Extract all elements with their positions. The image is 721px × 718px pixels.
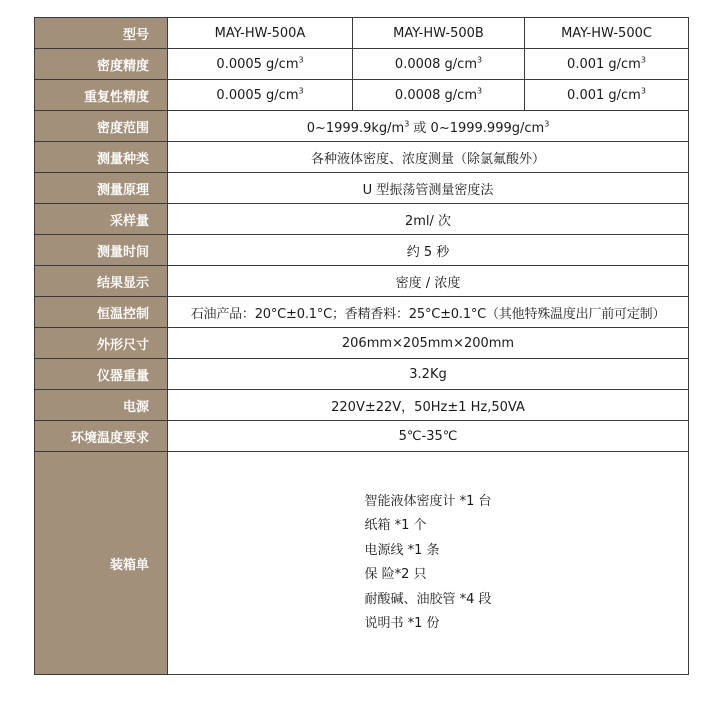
power-value: 220V±22V，50Hz±1 Hz,50VA	[168, 390, 689, 421]
density-accuracy-b: 0.0008 $g/cm^3$	[353, 49, 525, 80]
repeatability-b: 0.0008 $g/cm^3$	[353, 80, 525, 111]
row-dimensions	[35, 328, 689, 359]
row-packing-list	[35, 452, 689, 675]
label-repeatability: 重复性精度	[35, 80, 168, 111]
row-density-range	[35, 111, 689, 142]
row-density-accuracy	[35, 49, 689, 80]
label-temp-control: 恒温控制	[35, 297, 168, 328]
label-measure-time: 测量时间	[35, 235, 168, 266]
result-display-value: 密度 / 浓度	[168, 266, 689, 297]
measure-type-value: 各种液体密度、浓度测量（除氯氟酸外）	[168, 142, 689, 173]
repeatability-c: 0.001 $g/cm^3$	[525, 80, 689, 111]
packing-list	[364, 490, 491, 637]
label-sample-volume: 采样量	[35, 204, 168, 235]
packing-list-value	[168, 452, 689, 675]
packing-item: 电源线 *1 条	[364, 542, 440, 558]
row-sample-volume	[35, 204, 689, 235]
row-env-temp	[35, 421, 689, 452]
label-density-accuracy: 密度精度	[35, 49, 168, 80]
weight-value: 3.2Kg	[168, 359, 689, 390]
temp-control-value: 石油产品：20°C±0.1°C；香精香料：25°C±0.1°C（其他特殊温度出厂前可定制）	[168, 297, 689, 328]
row-repeatability	[35, 80, 689, 111]
density-accuracy-a: 0.0005 $g/cm^3$	[168, 49, 353, 80]
row-power	[35, 390, 689, 421]
label-density-range: 密度范围	[35, 111, 168, 142]
sample-volume-value: 2ml/ 次	[168, 204, 689, 235]
packing-item: 智能液体密度计 *1 台	[364, 493, 492, 509]
label-principle: 测量原理	[35, 173, 168, 204]
model-c: MAY-HW-500C	[525, 18, 689, 49]
repeatability-a: 0.0005 $g/cm^3$	[168, 80, 353, 111]
row-measure-type	[35, 142, 689, 173]
label-dimensions: 外形尺寸	[35, 328, 168, 359]
label-env-temp: 环境温度要求	[35, 421, 168, 452]
row-result-display	[35, 266, 689, 297]
principle-value: U 型振荡管测量密度法	[168, 173, 689, 204]
row-model	[35, 18, 689, 49]
label-result-display: 结果显示	[35, 266, 168, 297]
model-a: MAY-HW-500A	[168, 18, 353, 49]
label-model: 型号	[35, 18, 168, 49]
model-b: MAY-HW-500B	[353, 18, 525, 49]
spec-table	[34, 17, 689, 675]
label-measure-type: 测量种类	[35, 142, 168, 173]
density-accuracy-c: 0.001 $g/cm^3$	[525, 49, 689, 80]
label-packing-list: 装箱单	[35, 452, 168, 675]
label-weight: 仪器重量	[35, 359, 168, 390]
packing-item: 纸箱 *1 个	[364, 518, 427, 533]
packing-item: 说明书 *1 份	[364, 616, 440, 631]
packing-item: 耐酸碱、油胶管 *4 段	[364, 591, 492, 607]
packing-item: 保 险*2 只	[364, 567, 427, 582]
measure-time-value: 约 5 秒	[168, 235, 689, 266]
row-measure-time	[35, 235, 689, 266]
label-power: 电源	[35, 390, 168, 421]
row-principle	[35, 173, 689, 204]
density-range-value: $0\sim 1999.9kg/m^3$ 或 $0\sim 1999.999g/cm^3$	[168, 111, 689, 142]
row-temp-control	[35, 297, 689, 328]
row-weight	[35, 359, 689, 390]
env-temp-value: 5℃-35℃	[168, 421, 689, 452]
dimensions-value: 206mm×205mm×200mm	[168, 328, 689, 359]
